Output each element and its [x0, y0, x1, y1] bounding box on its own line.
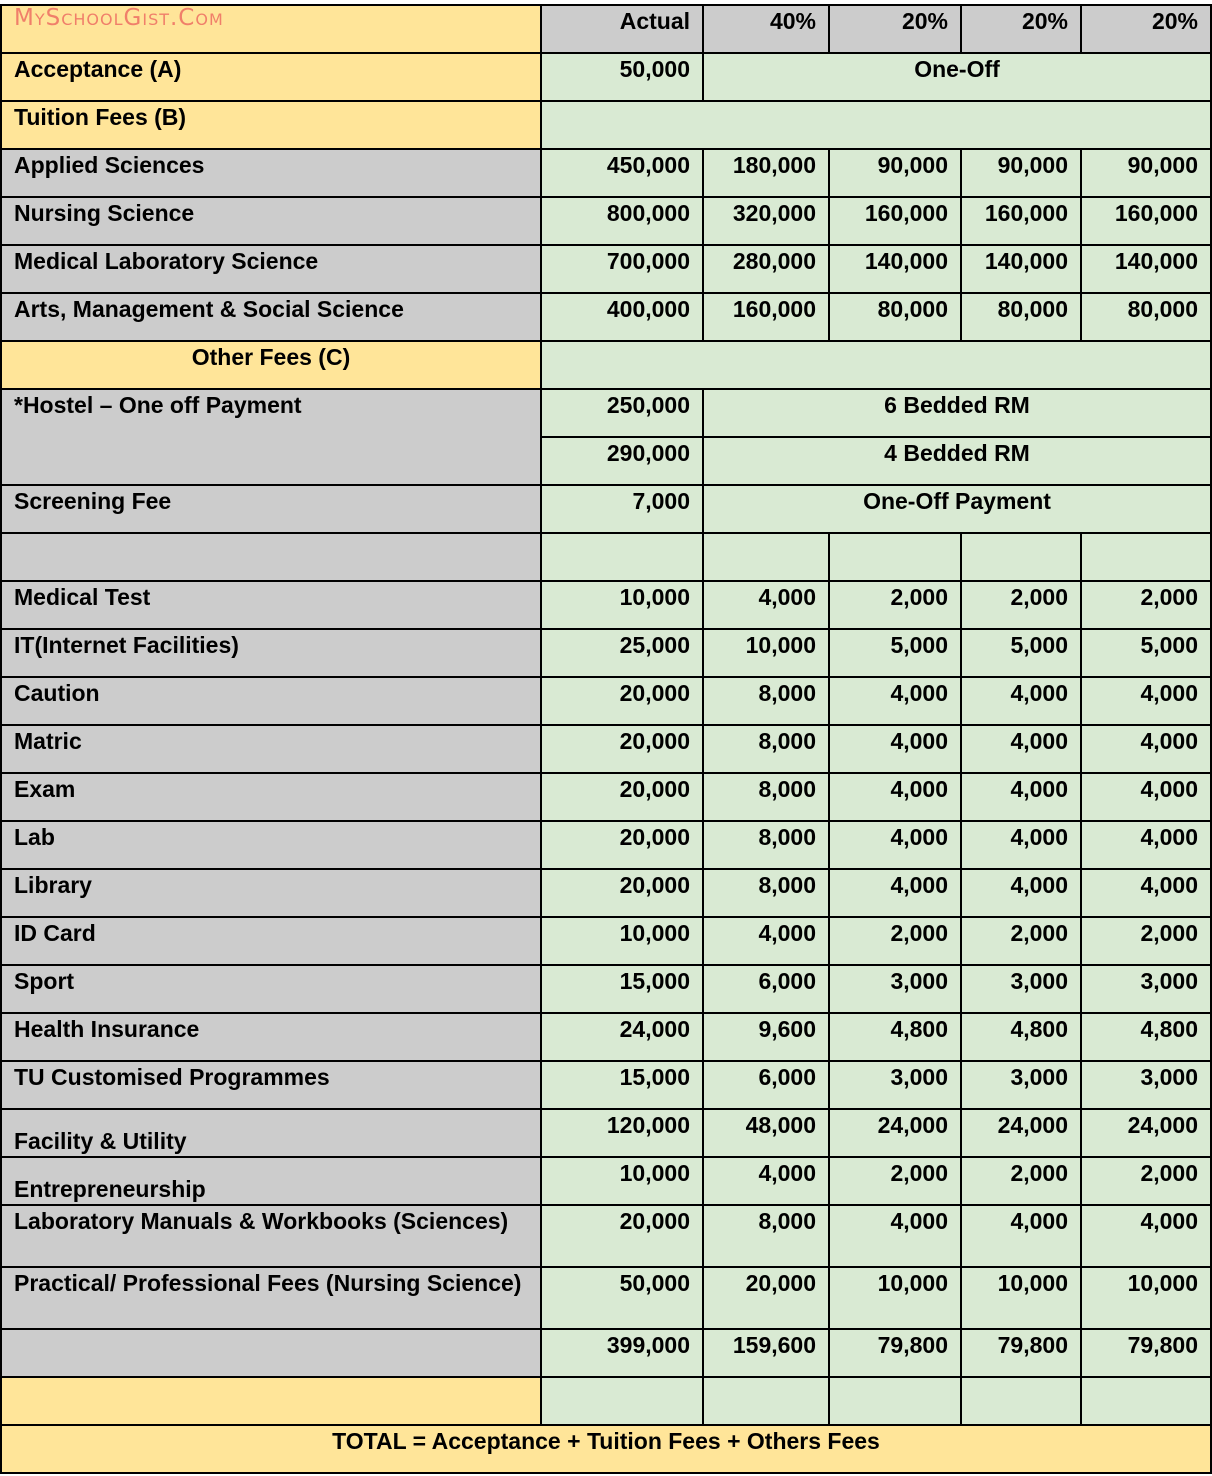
header-row: [1, 5, 1211, 53]
other-value-0: 20,000: [541, 677, 703, 725]
other-value-0: 20,000: [541, 773, 703, 821]
tuition-value-4: 160,000: [1081, 197, 1211, 245]
tuition-heading-blank: [541, 101, 1211, 149]
acceptance-row: [1, 53, 1211, 101]
tuition-value-1: 180,000: [703, 149, 829, 197]
other-label: Library: [1, 869, 541, 917]
blank-cell: [541, 1377, 703, 1425]
other-label: TU Customised Programmes: [1, 1061, 541, 1109]
other-value-0: 10,000: [541, 581, 703, 629]
other-value-1: 48,000: [703, 1109, 829, 1157]
blank-cell: [961, 1377, 1081, 1425]
other-value-0: 10,000: [541, 917, 703, 965]
other-value-1: 6,000: [703, 1061, 829, 1109]
other-value-4: 5,000: [1081, 629, 1211, 677]
other-label: Medical Test: [1, 581, 541, 629]
other-value-2: 2,000: [829, 581, 961, 629]
other-value-3: 3,000: [961, 1061, 1081, 1109]
tuition-value-1: 320,000: [703, 197, 829, 245]
other-value-1: 20,000: [703, 1267, 829, 1329]
blank-row: [1, 533, 1211, 581]
hostel-actual-4: 290,000: [541, 437, 703, 485]
tuition-value-2: 90,000: [829, 149, 961, 197]
other-value-2: 24,000: [829, 1109, 961, 1157]
other-value-0: 20,000: [541, 869, 703, 917]
header-actual: Actual: [541, 5, 703, 53]
other-row: [1, 1013, 1211, 1061]
other-row: [1, 1061, 1211, 1109]
other-row: [1, 965, 1211, 1013]
other-row: [1, 821, 1211, 869]
tuition-value-2: 160,000: [829, 197, 961, 245]
other-value-3: 2,000: [961, 581, 1081, 629]
other-value-3: 24,000: [961, 1109, 1081, 1157]
other-value-1: 6,000: [703, 965, 829, 1013]
other-value-4: 4,000: [1081, 677, 1211, 725]
tuition-value-1: 280,000: [703, 245, 829, 293]
other-value-0: 15,000: [541, 965, 703, 1013]
tuition-value-3: 160,000: [961, 197, 1081, 245]
other-value-2: 4,000: [829, 1205, 961, 1267]
other-value-2: 4,000: [829, 725, 961, 773]
other-row: [1, 1267, 1211, 1329]
other-label: Matric: [1, 725, 541, 773]
blank-cell: [961, 533, 1081, 581]
other-value-0: 24,000: [541, 1013, 703, 1061]
other-heading-row: [1, 341, 1211, 389]
other-value-1: 8,000: [703, 725, 829, 773]
other-value-1: 8,000: [703, 821, 829, 869]
acceptance-actual: 50,000: [541, 53, 703, 101]
header-installment-3: 20%: [961, 5, 1081, 53]
other-label: IT(Internet Facilities): [1, 629, 541, 677]
other-value-2: 4,000: [829, 821, 961, 869]
acceptance-label: Acceptance (A): [1, 53, 541, 101]
other-value-3: 4,000: [961, 725, 1081, 773]
subtotal-row: [1, 1329, 1211, 1377]
screening-row: [1, 485, 1211, 533]
other-value-2: 4,800: [829, 1013, 961, 1061]
other-row: [1, 1205, 1211, 1267]
tuition-value-4: 80,000: [1081, 293, 1211, 341]
other-value-3: 10,000: [961, 1267, 1081, 1329]
tuition-value-2: 80,000: [829, 293, 961, 341]
other-value-1: 10,000: [703, 629, 829, 677]
other-value-1: 8,000: [703, 869, 829, 917]
other-value-4: 4,000: [1081, 821, 1211, 869]
other-value-0: 20,000: [541, 821, 703, 869]
other-value-1: 4,000: [703, 1157, 829, 1205]
other-value-2: 2,000: [829, 1157, 961, 1205]
tuition-value-2: 140,000: [829, 245, 961, 293]
blank-cell: [1081, 1377, 1211, 1425]
tuition-value-1: 160,000: [703, 293, 829, 341]
other-value-2: 3,000: [829, 965, 961, 1013]
other-value-3: 4,000: [961, 677, 1081, 725]
blank-cell: [1, 533, 541, 581]
tuition-value-3: 140,000: [961, 245, 1081, 293]
other-label: Laboratory Manuals & Workbooks (Sciences): [1, 1205, 541, 1267]
tuition-label: Applied Sciences: [1, 149, 541, 197]
tuition-value-4: 90,000: [1081, 149, 1211, 197]
other-value-1: 4,000: [703, 917, 829, 965]
hostel-row: [1, 389, 1211, 437]
other-value-0: 15,000: [541, 1061, 703, 1109]
other-value-4: 24,000: [1081, 1109, 1211, 1157]
other-heading: Other Fees (C): [1, 341, 541, 389]
hostel-label: *Hostel – One off Payment: [1, 389, 541, 485]
other-value-3: 4,000: [961, 869, 1081, 917]
tuition-value-0: 700,000: [541, 245, 703, 293]
other-value-4: 10,000: [1081, 1267, 1211, 1329]
other-value-4: 2,000: [1081, 581, 1211, 629]
other-value-1: 9,600: [703, 1013, 829, 1061]
other-value-3: 5,000: [961, 629, 1081, 677]
other-value-2: 5,000: [829, 629, 961, 677]
other-value-0: 120,000: [541, 1109, 703, 1157]
tuition-row: [1, 197, 1211, 245]
header-installment-2: 20%: [829, 5, 961, 53]
other-value-1: 8,000: [703, 677, 829, 725]
other-value-4: 3,000: [1081, 965, 1211, 1013]
other-label: Facility & Utility: [1, 1109, 541, 1157]
blank-cell: [541, 533, 703, 581]
tuition-row: [1, 245, 1211, 293]
subtotal-installment-4: 79,800: [1081, 1329, 1211, 1377]
tuition-label: Arts, Management & Social Science: [1, 293, 541, 341]
blank-cell: [829, 533, 961, 581]
other-value-3: 4,000: [961, 821, 1081, 869]
other-value-1: 8,000: [703, 773, 829, 821]
other-row: [1, 581, 1211, 629]
other-label: Sport: [1, 965, 541, 1013]
other-value-4: 4,000: [1081, 1205, 1211, 1267]
other-row: [1, 725, 1211, 773]
total-row: [1, 1425, 1211, 1473]
tuition-heading: Tuition Fees (B): [1, 101, 541, 149]
other-value-3: 4,000: [961, 773, 1081, 821]
other-label: Caution: [1, 677, 541, 725]
other-label: Entrepreneurship: [1, 1157, 541, 1205]
other-label: ID Card: [1, 917, 541, 965]
other-label: Practical/ Professional Fees (Nursing Science): [1, 1267, 541, 1329]
tuition-heading-row: [1, 101, 1211, 149]
other-row: [1, 629, 1211, 677]
other-value-4: 4,800: [1081, 1013, 1211, 1061]
tuition-value-3: 80,000: [961, 293, 1081, 341]
other-value-4: 3,000: [1081, 1061, 1211, 1109]
blank-cell: [1, 1377, 541, 1425]
tuition-value-0: 400,000: [541, 293, 703, 341]
other-value-1: 4,000: [703, 581, 829, 629]
total-label: TOTAL = Acceptance + Tuition Fees + Others Fees: [1, 1425, 1211, 1473]
subtotal-installment-3: 79,800: [961, 1329, 1081, 1377]
other-label: Health Insurance: [1, 1013, 541, 1061]
header-installment-1: 40%: [703, 5, 829, 53]
subtotal-installment-2: 79,800: [829, 1329, 961, 1377]
other-value-4: 4,000: [1081, 725, 1211, 773]
subtotal-actual: 399,000: [541, 1329, 703, 1377]
tuition-value-0: 450,000: [541, 149, 703, 197]
other-value-3: 2,000: [961, 1157, 1081, 1205]
other-row: [1, 677, 1211, 725]
screening-label: Screening Fee: [1, 485, 541, 533]
header-installment-4: 20%: [1081, 5, 1211, 53]
other-row: [1, 917, 1211, 965]
tuition-value-3: 90,000: [961, 149, 1081, 197]
other-value-0: 50,000: [541, 1267, 703, 1329]
other-value-2: 10,000: [829, 1267, 961, 1329]
hostel-note-6: 6 Bedded RM: [703, 389, 1211, 437]
tuition-value-4: 140,000: [1081, 245, 1211, 293]
other-value-4: 2,000: [1081, 1157, 1211, 1205]
hostel-note-4: 4 Bedded RM: [703, 437, 1211, 485]
other-value-4: 4,000: [1081, 869, 1211, 917]
other-row: [1, 773, 1211, 821]
acceptance-note: One-Off: [703, 53, 1211, 101]
other-value-4: 2,000: [1081, 917, 1211, 965]
fees-table: [0, 4, 1212, 1474]
other-value-1: 8,000: [703, 1205, 829, 1267]
other-label: Exam: [1, 773, 541, 821]
other-value-3: 2,000: [961, 917, 1081, 965]
other-value-0: 20,000: [541, 1205, 703, 1267]
other-value-3: 4,000: [961, 1205, 1081, 1267]
other-value-3: 4,800: [961, 1013, 1081, 1061]
brand-cell: [1, 5, 541, 53]
other-value-4: 4,000: [1081, 773, 1211, 821]
other-value-2: 4,000: [829, 773, 961, 821]
other-value-0: 10,000: [541, 1157, 703, 1205]
screening-note: One-Off Payment: [703, 485, 1211, 533]
other-value-2: 2,000: [829, 917, 961, 965]
other-heading-blank: [541, 341, 1211, 389]
tuition-label: Medical Laboratory Science: [1, 245, 541, 293]
screening-actual: 7,000: [541, 485, 703, 533]
subtotal-installment-1: 159,600: [703, 1329, 829, 1377]
other-row: [1, 1157, 1211, 1205]
other-value-0: 20,000: [541, 725, 703, 773]
other-value-2: 3,000: [829, 1061, 961, 1109]
hostel-actual-6: 250,000: [541, 389, 703, 437]
tuition-value-0: 800,000: [541, 197, 703, 245]
other-row: [1, 869, 1211, 917]
spacer-row: [1, 1377, 1211, 1425]
blank-cell: [1081, 533, 1211, 581]
blank-cell: [703, 1377, 829, 1425]
other-value-3: 3,000: [961, 965, 1081, 1013]
other-value-0: 25,000: [541, 629, 703, 677]
tuition-row: [1, 149, 1211, 197]
subtotal-label-blank: [1, 1329, 541, 1377]
blank-cell: [703, 533, 829, 581]
other-value-2: 4,000: [829, 677, 961, 725]
other-row: [1, 1109, 1211, 1157]
tuition-row: [1, 293, 1211, 341]
blank-cell: [829, 1377, 961, 1425]
brand-watermark: MySchoolGist.Com: [14, 5, 224, 31]
other-label: Lab: [1, 821, 541, 869]
tuition-label: Nursing Science: [1, 197, 541, 245]
other-value-2: 4,000: [829, 869, 961, 917]
